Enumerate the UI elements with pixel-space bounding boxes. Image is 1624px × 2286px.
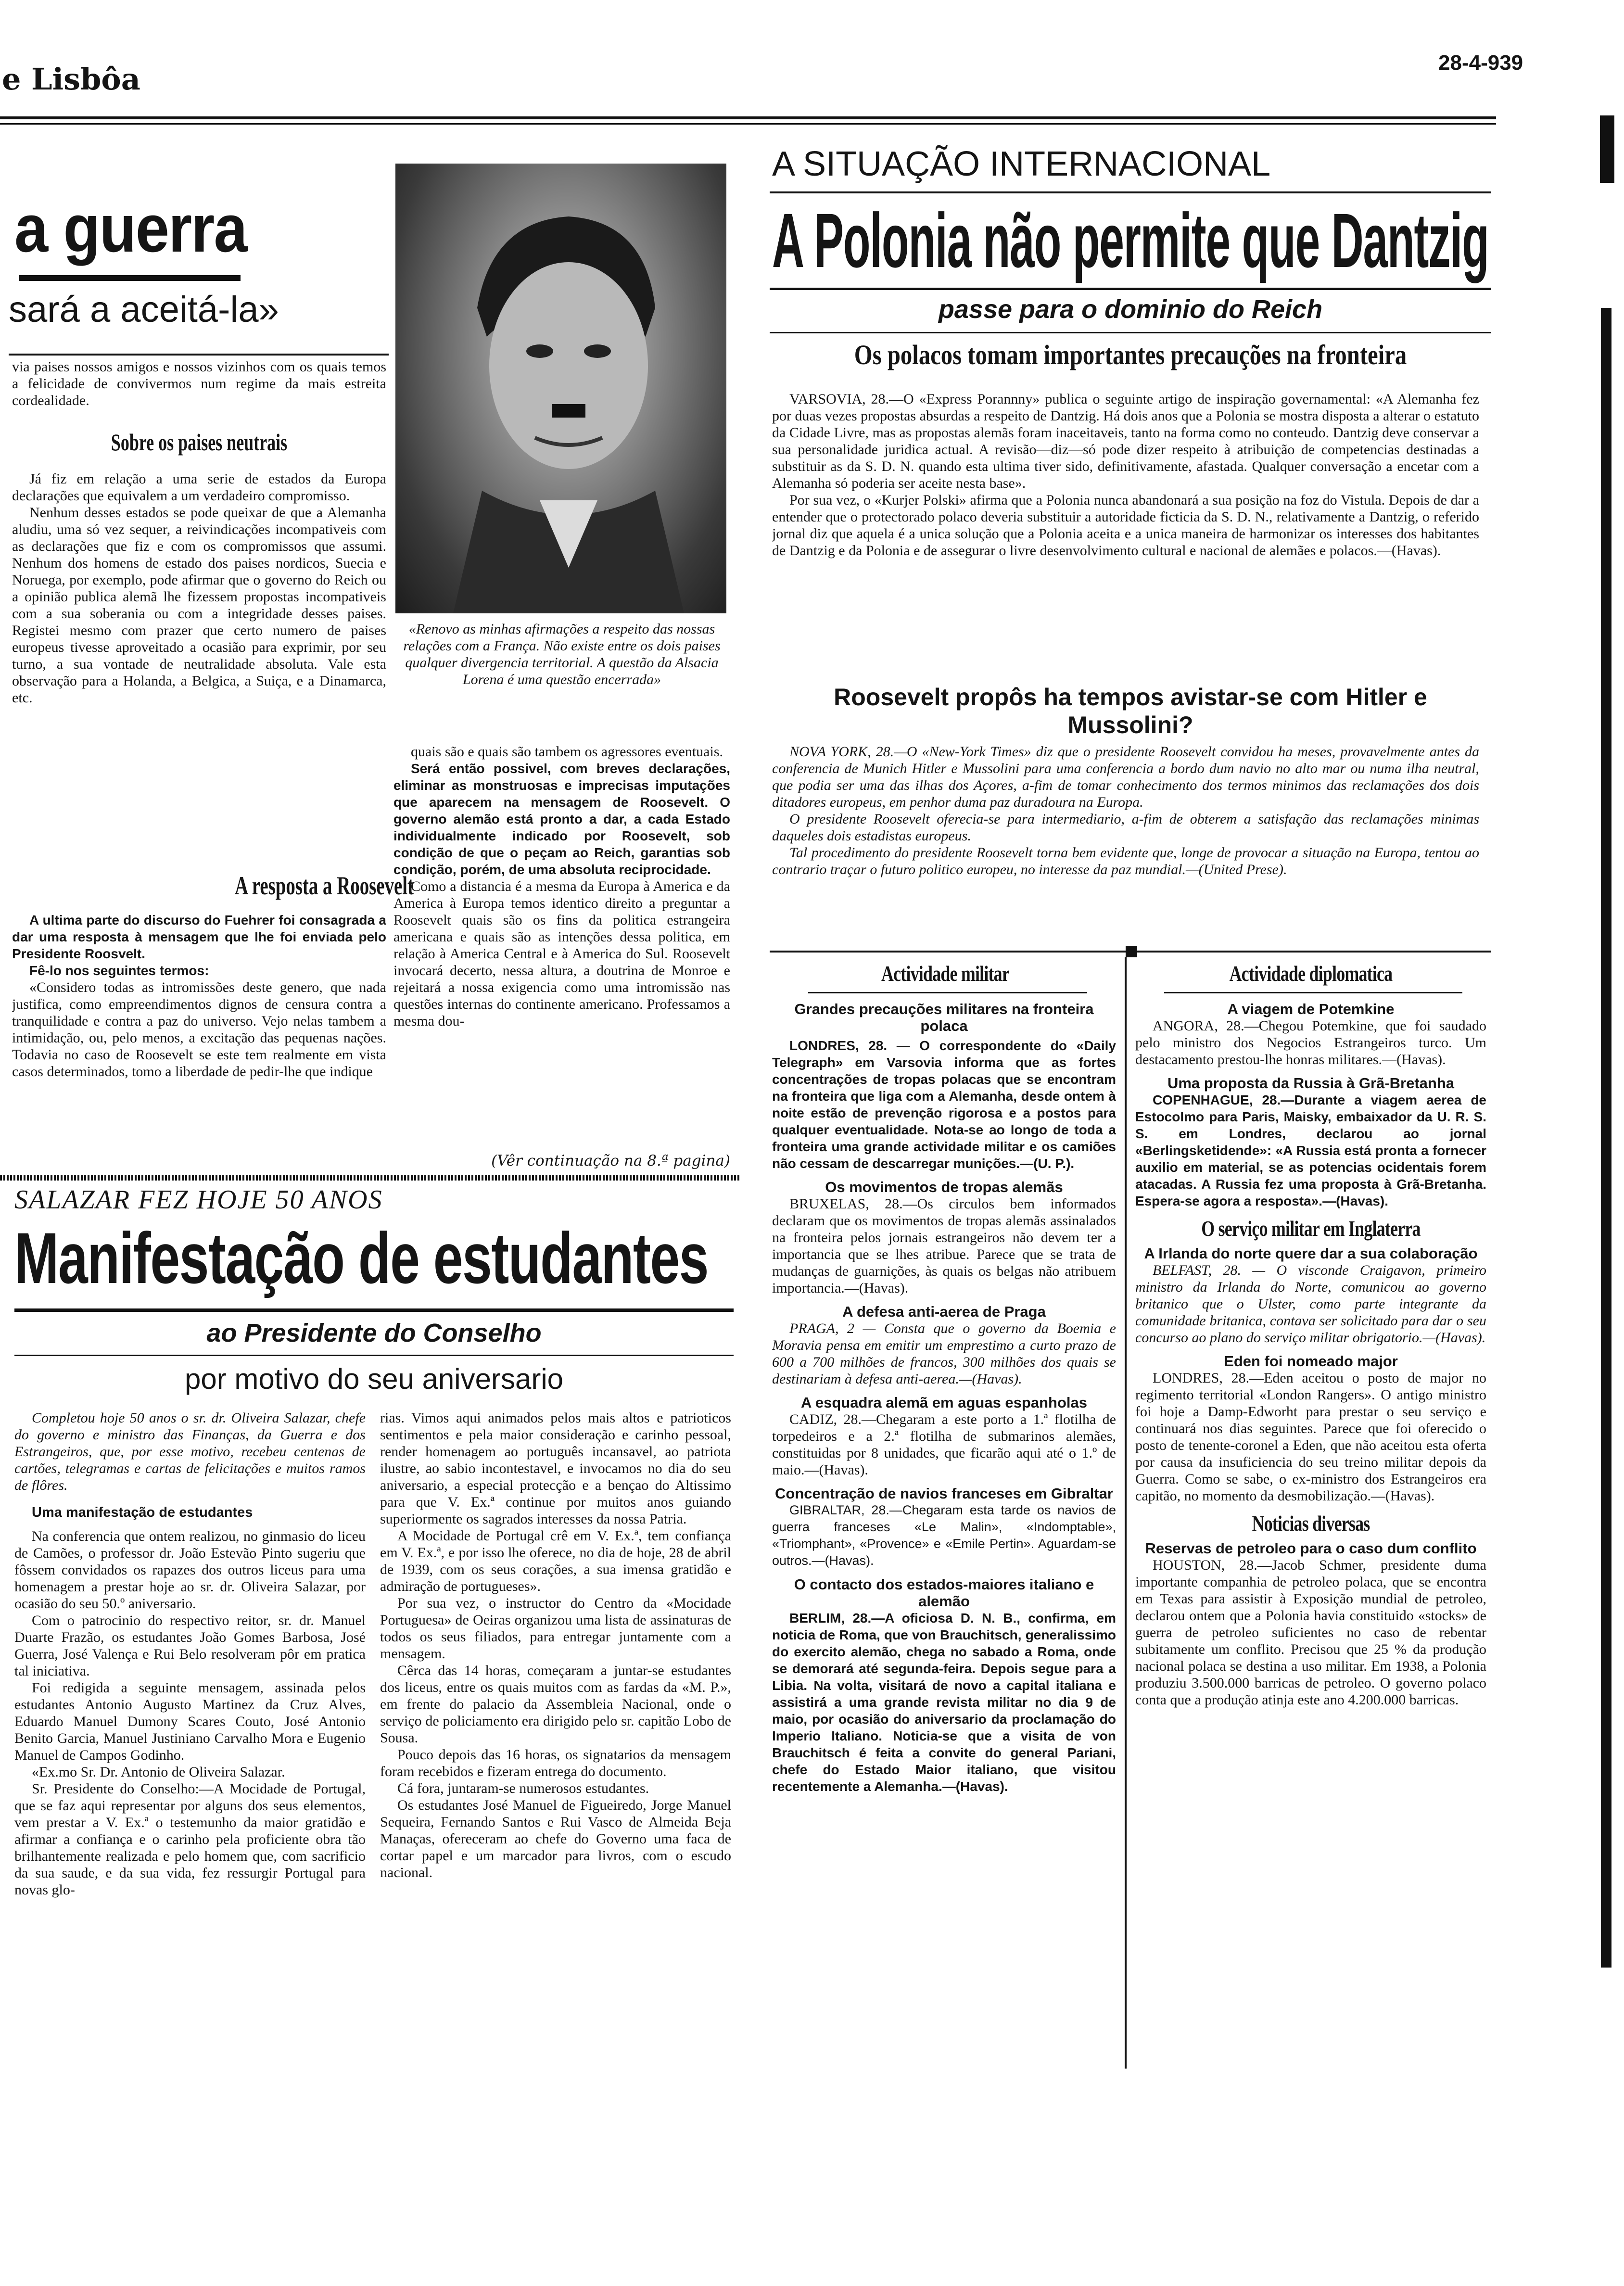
- masthead-date: 28-4-939: [1438, 51, 1523, 75]
- salazar-col2: rias. Vimos aqui animados pelos mais altos e patrioticos sentimentos e pela maior consideração e carinho pessoal, render homenagem ao português incansavel, ao patriota ilustre, ao sabio incontestavel, e invocamos no dia do seu aniversario, a especial protecção e a bençao do Altissimo para que V. Ex.ª continue por muitos anos guiando superiormente os sagrados interesses da nossa Patria. A Mocidade de Portugal crê em V. Ex.ª, tem confiança em V. Ex.ª, e por isso lhe oferece, no dia de hoje, 28 de abril de 1939, com os seus corações, a sua imensa gratidão e admiração de portugueses». Por sua vez, o instructor do Centro da «Mocidade Portuguesa» de Oeiras organizou uma lista de assinaturas de todos os seus filiados, para entregar juntamente com a mensagem. Cêrca das 14 horas, começaram a juntar-se estudantes dos liceus, entre os quais muitos com as fardas da «M. P.», em frente do palacio da Assembleia Nacional, onde o serviço de policiamento era dirigido pelo sr. capitão Lobo de Sousa. Pouco depois das 16 horas, os signatarios da mensagem foram recebidos e fizeram entrega do documento. Cá fora, juntaram-se numerosos estudantes. Os estudantes José Manuel de Figueiredo, Jorge Manuel Sequeira, Fernando Santos e Rui Vasco de Almeida Beja Manaças, ofereceram ao chefe do Governo uma faca de cortar papel e um marcador para livros, com o escudo nacional.: [380, 1410, 731, 1880]
- subhead-rule: [9, 354, 389, 356]
- salazar-headline: Manifestação de estudantes: [14, 1218, 708, 1298]
- intl-deck: Os polacos tomam importantes precauções na fronteira: [854, 339, 1407, 370]
- diplomatic-h3: A Irlanda do norte quere dar a sua colaboração: [1144, 1245, 1478, 1262]
- diplomatic-h4: Eden foi nomeado major: [1224, 1353, 1398, 1370]
- column-divider: [1125, 957, 1127, 2069]
- military-underline: [808, 992, 1087, 993]
- salazar-col1: Completou hoje 50 anos o sr. dr. Oliveira Salazar, chefe do governo e ministro das Finanças, da Guerra e dos Estrangeiros, que, por esse motivo, recebeu centenas de cartões, telegramas e cartas de felicitações e muitos ramos de flôres. Uma manifestação de estudantes Na conferencia que ontem realizou, no ginmasio do liceu de Camões, o professor dr. João Estevão Pinto sugeriu que fôssem convidados os rapazes dos outros liceus para uma homenagem a prestar hoje ao sr. dr. Oliveira Salazar, por ocasião do seu 50.º aniversario. Com o patrocinio do respectivo reitor, sr. dr. Manuel Duarte Frazão, os estudantes João Gomes Barbosa, José Guerra, José Valença e Rui Belo resolveram pôr em pratica tal iniciativa. Foi redigida a seguinte mensagem, assinada pelos estudantes Antonio Augusto Martinez da Cruz Alves, Eduardo Manuel Dumony Scares Couto, José Antonio Benito Garcia, Manuel Justiniano Carvalho Mora e Eugenio Manuel de Campos Godinho. «Ex.mo Sr. Dr. Antonio de Oliveira Salazar. Sr. Presidente do Conselho:—A Mocidade de Portugal, que se faz aqui representar por alguns dos seus elementos, vem prestar a V. Ex.ª o testemunho da maior gratidão e afirmar a confiança e o carinho pela proficiente obra tão brilhantemente realizada e pelo homem que, com sacrificio da sua saude, e da sua vida, fez ressurgir Portugal para novas glo-: [14, 1410, 366, 1898]
- military-h4: A esquadra alemã em aguas espanholas: [801, 1394, 1087, 1411]
- salazar-rule-2: [14, 1355, 734, 1356]
- intl-kicker: A SITUAÇÃO INTERNACIONAL: [772, 145, 1271, 183]
- military-h3: A defesa anti-aerea de Praga: [842, 1303, 1046, 1320]
- service-title: O serviço militar em Inglaterra: [1201, 1216, 1421, 1241]
- intl-deck-wrap: [770, 339, 1491, 371]
- military-h6: O contacto dos estados-maiores italiano e alemão: [794, 1576, 1094, 1610]
- diplomatic-title: Actividade diplomatica: [1229, 961, 1393, 986]
- section-title-neutrals: Sobre os paises neutrais: [111, 429, 288, 456]
- intl-rule-top: [770, 191, 1491, 193]
- diplomatic-title-wrap: [1133, 961, 1489, 986]
- diplomatic-h2: Uma proposta da Russia à Grã-Bretanha: [1167, 1075, 1455, 1092]
- roosevelt-body: A ultima parte do discurso do Fuehrer foi consagrada a dar uma resposta à mensagem que lhe foi enviada pelo Presidente Roosvelt. Fê-lo nos seguintes termos: «Considero todas as intromissões deste genero, que nada justifica, como empreendimentos dignos de censura contra a tranquilidade e contra a paz do universo. Vejo nelas tambem a intimidação, ou, pelo menos, a excitação das pequenas nações. Todavia no caso de Roosevelt se este tem realmente em vista casos determinados, tomo a liberdade de pedir-lhe que indique: [12, 913, 386, 1080]
- intl-subhead: passe para o dominio do Reich: [938, 295, 1323, 324]
- military-h2: Os movimentos de tropas alemãs: [825, 1179, 1063, 1195]
- diplomatic-h5: Reservas de petroleo para o caso dum conflito: [1145, 1540, 1477, 1557]
- military-title: Actividade militar: [881, 961, 1009, 986]
- news-title: Noticias diversas: [1252, 1511, 1370, 1536]
- salazar-subhead: ao Presidente do Conselho: [206, 1319, 542, 1347]
- headline-underline: [19, 275, 241, 281]
- dotted-divider: [0, 1175, 741, 1181]
- edge-bar-long: [1601, 308, 1611, 1968]
- left-col2: quais são e quais são tambem os agressores eventuais. Será então possivel, com breves declarações, eliminar as monstruosas e imprecisas imputações que aparecem na mensagem de Roosevelt. O governo alemão está pronto a dar, a cada Estado individualmente indicado por Roosevelt, sob condição de que o peçam ao Reich, garantias sob condição, porém, de uma absoluta reciprocidade. Como a distancia é a mesma da Europa à America e da America à Europa temos identico direito a preguntar a Roosevelt quais são os fins da politica estrangeira americana e quais são as intenções dessa politica, em relação à America Central e à America do Sul. Roosevelt invocará decerto, nessa altura, a doutrina de Monroe e rejeitará a nossa exigencia como uma intromissão nas questões internas do continente americano. Professamos a mesma dou-: [393, 744, 730, 1029]
- neutrals-body: Já fiz em relação a uma serie de estados da Europa declarações que equivalem a um verdadeiro compromisso. Nenhum desses estados se pode queixar de que a Alemanha aludiu, uma só vez sequer, a reivindicações incompativeis com as declarações que fiz e com os compromissos que assumi. Nenhum dos homens de estado dos paises nordicos, Suecia e Noruega, por exemplo, pode afirmar que o governo do Reich ou a opinião publica alemã lhe fizessem propostas incompativeis com a sua soberania ou com a integridade desses paises. Registei mesmo com prazer que certo numero de paises europeus tivesse aproveitado a ocasião para exprimir, por seu turno, a sua vontade de neutralidade absoluta. Vale esta observação para a Holanda, a Belgica, a Suiça, e a Dinamarca, etc.: [12, 471, 386, 706]
- section-title-roosevelt: A resposta a Roosevelt: [235, 871, 414, 900]
- intl-rule: [770, 288, 1491, 290]
- roosevelt-title: Roosevelt propôs ha tempos avistar-se com Hitler e Mussolini?: [834, 684, 1427, 738]
- masthead-rule: [0, 116, 1496, 119]
- left-subhead: sará a aceitá-la»: [9, 289, 279, 330]
- military-body: Grandes precauções militares na fronteira polaca LONDRES, 28. — O correspondente do «Daily Telegraph» em Varsovia informa que as fortes concentrações de tropas polacas que se encontram na fronteira que liga com a Alemanha, desde ontem à noite estão de prevenção rigorosa e a postos para qualquer eventualidade. Nota-se ao longo de toda a fronteira uma grande actividade militar e os camiões não cessam de descarregar munições.—(U. P.). Os movimentos de tropas alemãs BRUXELAS, 28.—Os circulos bem informados declaram que os movimentos de tropas alemãs assinalados na fronteira pelos jornais estrangeiros não devem ter a importancia que se lhes atribue. Parece que se trata de mudanças de guarnições, às quais os belgas não atribuem importancia.—(Havas). A defesa anti-aerea de Praga PRAGA, 2 — Consta que o governo da Boemia e Moravia pensa em emitir um emprestimo a curto prazo de 600 a 700 milhões de francos, 300 milhões dos quais se destinariam à defesa anti-aerea.—(Havas). A esquadra alemã em aguas espanholas CADIZ, 28.—Chegaram a este porto a 1.ª flotilha de torpedeiros e a 2.ª flotilha de submarinos alemães, constituidas por 8 unidades, que ficarão aqui até o 1.º de maio.—(Havas). Concentração de navios franceses em Gibraltar GIBRALTAR, 28.—Chegaram esta tarde os navios de guerra franceses «Le Malin», «Indomptable», «Triomphant», «Provence» e «Emile Pertin». Aguardam-se outros.—(Havas). O contacto dos estados-maiores italiano e alemão BERLIM, 28.—A oficiosa D. N. B., confirma, em noticia de Roma, que von Brauchitsch, generalissimo do exercito alemão, chega no sabado a Roma, onde se demorará até segunda-feira. Depois segue para a Libia. Na volta, visitará de novo a capital italiana e assistirá a uma grande revista militar no dia 9 de maio, por ocasião do aniversario da proclamação do Imperio Italiano. Noticia-se que a visita de von Brauchitsch é feita a convite do general Pariani, chefe do Estado Maior italiano, que visitou recentemente a Alemanha.—(Havas).: [772, 1001, 1116, 1794]
- salazar-kicker: SALAZAR FEZ HOJE 50 ANOS: [14, 1185, 383, 1215]
- left-headline: a guerra: [14, 190, 247, 266]
- continuation-note: (Vêr continuação na 8.ª pagina): [491, 1152, 730, 1169]
- salazar-deck: por motivo do seu aniversario: [184, 1363, 564, 1395]
- military-title-wrap: [772, 961, 1118, 986]
- portrait-illustration: [395, 164, 726, 613]
- military-h1: Grandes precauções militares na fronteira polaca: [794, 1001, 1094, 1034]
- photo-caption: «Renovo as minhas afirmações a respeito das nossas relações com a França. Não existe entre os dois paises qualquer divergencia territorial. A questão da Alsacia Lorena é uma questão encerrada»: [403, 621, 721, 687]
- military-h5: Concentração de navios franceses em Gibraltar: [775, 1485, 1113, 1502]
- left-intro: via paises nossos amigos e nossos vizinhos com os quais temos a felicidade de convivermos num regime da mais estreita cordealidade.: [12, 359, 386, 408]
- intl-body: VARSOVIA, 28.—O «Express Porannny» publica o seguinte artigo de inspiração governamental: «A Alemanha fez por duas vezes propostas absurdas a respeito de Dantzig. Há dois anos que a Polonia se mostra disposta a alterar o estatuto da Cidade Livre, mas as propostas alemãs foram inaceitaveis, tanto na forma como no conteudo. Dantzig deve conservar a sua personalidade juridica actual. A revisão—diz—só pode dizer respeito à atribuição de competencias destinadas a substituir as da S. D. N. quando esta ultima tiver sido, definitivamente, afastada. Qualquer conversação a encetar com a Alemanha só poderia ser aceite nesta base». Por sua vez, o «Kurjer Polski» afirma que a Polonia nunca abandonará a sua posição na foz do Vistula. Depois de dar a entender que o protectorado polaco deveria substituir a autoridade ficticia da S. D. N., relativamente a Dantzig, o referido jornal diz que aquela é a unica solução que a Polonia aceita e a unica maneira de harmonizar os interesses dos habitantes de Dantzig e da Polonia e de assegurar o livre desenvolvimento cultural e nacional de alemães e polacos.—(Havas).: [772, 391, 1479, 559]
- intl-headline: A Polonia não permite que Dantzig: [772, 197, 1489, 283]
- masthead-rule-thin: [0, 123, 1496, 125]
- salazar-rule: [14, 1308, 734, 1312]
- diplomatic-body: A viagem de Potemkine ANGORA, 28.—Chegou Potemkine, que foi saudado pelo ministro dos Negocios Estrangeiros turco. Um destacamento prestou-lhe honras militares.—(Havas). Uma proposta da Russia à Grã-Bretanha COPENHAGUE, 28.—Durante a viagem aerea de Estocolmo para Paris, Maisky, embaixador da U. R. S. S. em Londres, declarou ao jornal «Berlingsketidende»: «A Russia está pronta a fornecer auxilio em material, se as potencias ocidentais forem atacadas. A Russia fez uma proposta à Grã-Bretanha. Espera-se agora a resposta».—(Havas). O serviço militar em Inglaterra A Irlanda do norte quere dar a sua colaboração BELFAST, 28. — O visconde Craigavon, primeiro ministro da Irlanda do Norte, comunicou ao governo britanico que o Ulster, como parte integrante da comunidade britanica, contava ser solicitado para dar o seu concurso ao plano do serviço militar obrigatorio.—(Havas). Eden foi nomeado major LONDRES, 28.—Eden aceitou o posto de major no regimento territorial «London Rangers». O antigo ministro foi hoje a Damp-Edworht para prestar o seu serviço e continuará nos dias seguintes. Parece que foi oferecido o posto de tenente-coronel a Eden, que não aceitou esta oferta por causa da insuficiencia do seu treino militar depois da Guerra. Como se sabe, o ex-ministro dos Estrangeiros era capitão, no momento da desmobilização.—(Havas). Noticias diversas Reservas de petroleo para o caso dum conflito HOUSTON, 28.—Jacob Schmer, presidente duma importante companhia de petroleo polaca, que se encontra em Texas para assistir à Exposição mundial de petroleo, declarou ontem que a Polonia havia constituido «stocks» de guerra de petroleo suficientes no caso de rebentar subitamente um conflito. Precisou que 25 % da produção nacional polaca se destina a uso militar. Em 1938, a Polonia produziu 3.500.000 barricas de petroleo. O governo polaco conta que a produção atinja este ano 4.200.000 barricas.: [1135, 1001, 1486, 1708]
- rule-mark: [1126, 946, 1137, 957]
- diplomatic-underline: [1164, 992, 1462, 993]
- intl-rule-2: [770, 332, 1491, 333]
- roosevelt-body-intl: NOVA YORK, 28.—O «New-York Times» diz que o presidente Roosevelt convidou ha meses, provavelmente antes da conferencia de Munich Hitler e Mussolini para uma conferencia a bordo dum navio no alto mar ou numa ilha neutral, que podia ser uma das ilhas dos Açores, a-fim de tomar conhecimento dos termos minimos das reclamações dos dois ditadores europeus, em penhor duma paz duradoura na Europa. O presidente Roosevelt oferecia-se para intermediario, a-fim de obterem a satisfação das reclamações minimas daqueles dois estadistas europeus. Tal procedimento do presidente Roosevelt torna bem evidente que, longe de provocar a situação na Europa, tentou ao contrario traçar o futuro politico europeu, no interesse da paz mundial.—(United Prese).: [772, 744, 1479, 877]
- portrait-photo: [395, 164, 726, 613]
- masthead-title: e Lisbôa: [2, 62, 140, 97]
- diplomatic-h1: A viagem de Potemkine: [1227, 1001, 1395, 1017]
- edge-bar: [1600, 115, 1614, 183]
